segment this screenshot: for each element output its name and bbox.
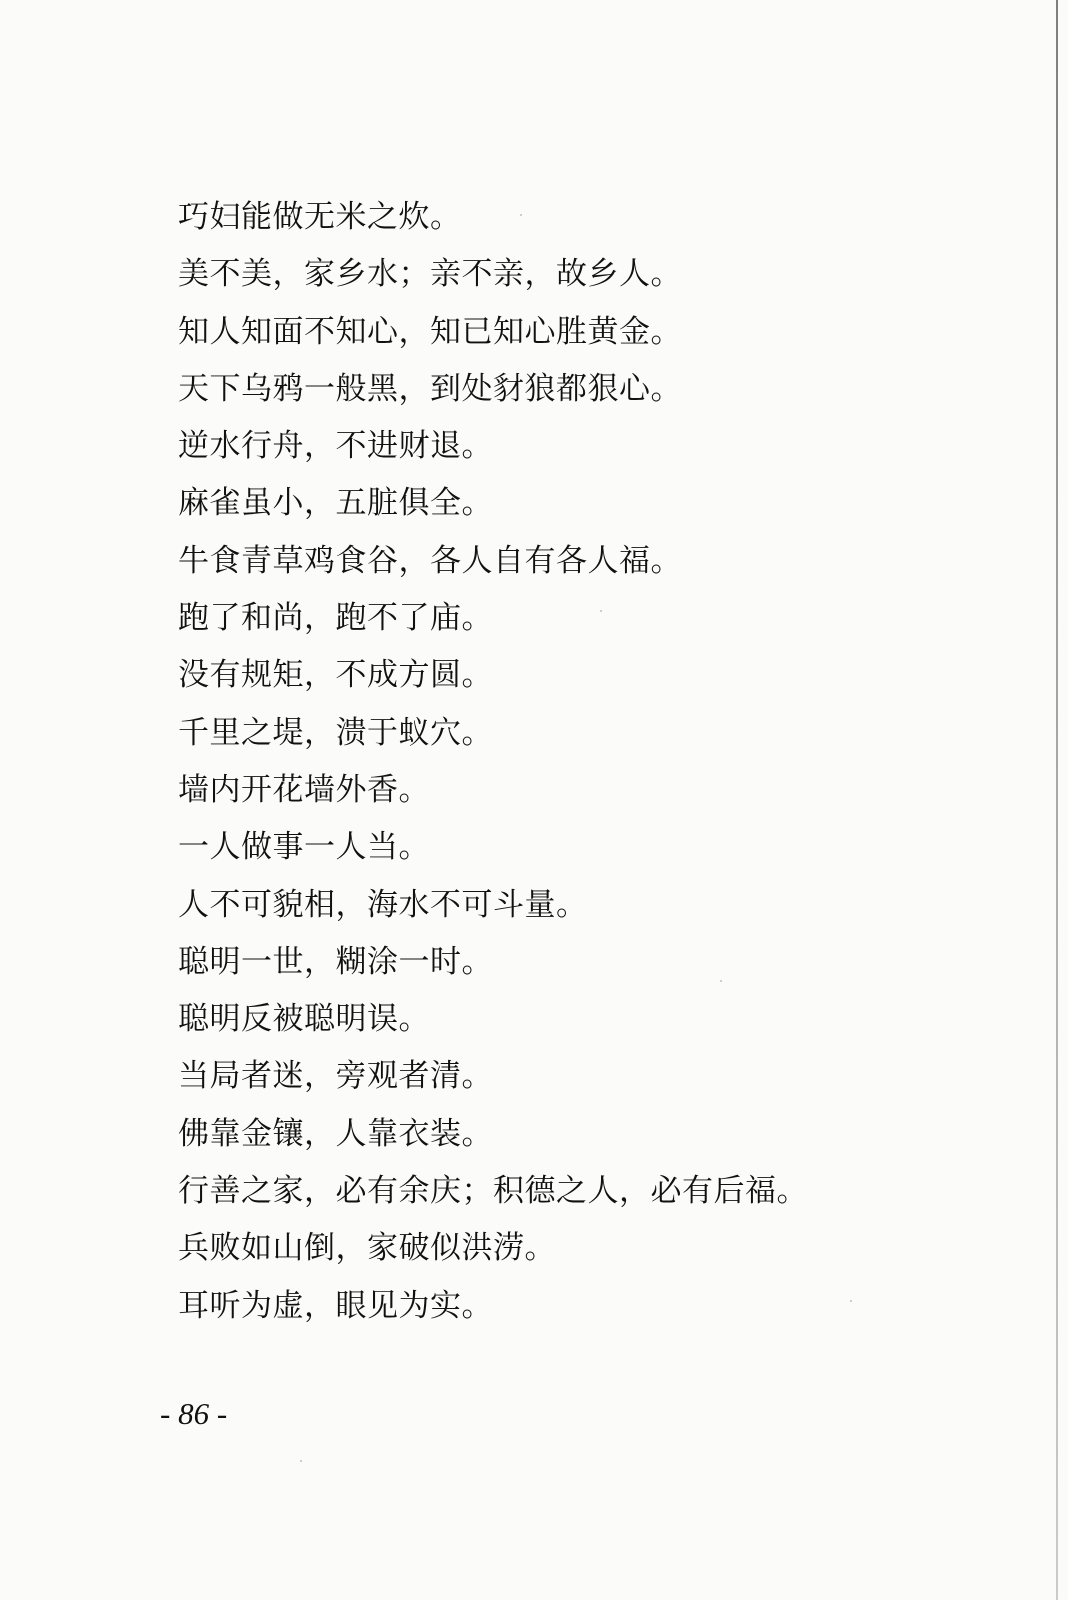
proverb-line: 一人做事一人当。 [178, 829, 430, 866]
proverb-list [178, 189, 808, 1335]
proverb-line: 当局者迷，旁观者清。 [178, 1058, 493, 1095]
proverb-line: 行善之家，必有余庆；积德之人，必有后福。 [178, 1173, 808, 1210]
scan-speck [520, 214, 522, 216]
scan-speck [720, 980, 722, 982]
proverb-line: 牛食青草鸡食谷，各人自有各人福。 [178, 542, 682, 579]
proverb-line: 人不可貌相，海水不可斗量。 [178, 886, 588, 923]
proverb-line: 跑了和尚，跑不了庙。 [178, 600, 493, 637]
proverb-line: 佛靠金镶，人靠衣装。 [178, 1115, 493, 1152]
proverb-line: 耳听为虚，眼见为实。 [178, 1287, 493, 1324]
scan-speck [300, 1460, 302, 1462]
proverb-line: 天下乌鸦一般黑，到处豺狼都狠心。 [178, 370, 682, 407]
proverb-line: 知人知面不知心，知已知心胜黄金。 [178, 313, 682, 350]
proverb-line: 兵败如山倒，家破似洪涝。 [178, 1230, 556, 1267]
proverb-line: 千里之堤，溃于蚁穴。 [178, 714, 493, 751]
proverb-line: 没有规矩，不成方圆。 [178, 657, 493, 694]
scan-speck [600, 610, 602, 612]
proverb-line: 聪明一世，糊涂一时。 [178, 943, 493, 980]
proverb-line: 逆水行舟，不进财退。 [178, 428, 493, 465]
proverb-line: 麻雀虽小，五脏俱全。 [178, 485, 493, 522]
scan-speck [850, 1300, 852, 1302]
page-edge-shadow [1056, 0, 1058, 1600]
proverb-line: 巧妇能做无米之炊。 [178, 199, 462, 235]
proverb-line: 美不美，家乡水；亲不亲，故乡人。 [178, 256, 682, 293]
proverb-line: 墙内开花墙外香。 [178, 771, 430, 808]
proverb-line: 聪明反被聪明误。 [178, 1001, 430, 1038]
page-number: - 86 - [160, 1396, 228, 1431]
